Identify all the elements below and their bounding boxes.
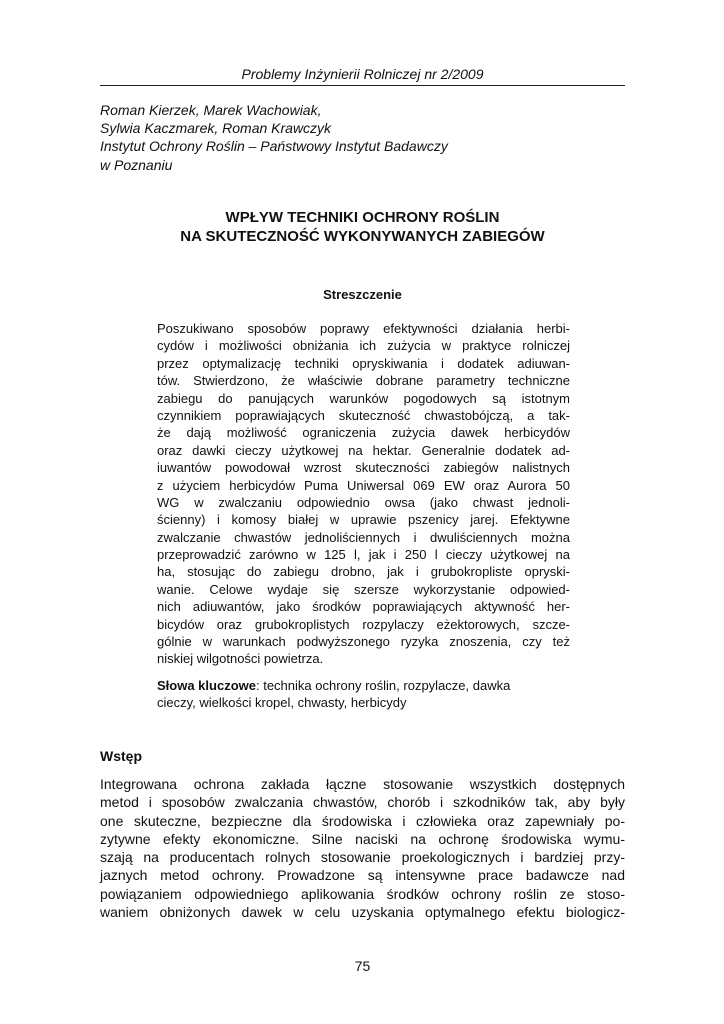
abstract-line: ścienny) i komosy białej w uprawie pszenicy jarej. Efektywne (157, 512, 570, 528)
keywords-line: cieczy, wielkości kropel, chwasty, herbicydy (157, 695, 407, 711)
body-line: zytywne efekty ekonomiczne. Silne naciski na ochronę środowiska wymu- (100, 830, 625, 847)
abstract-line: cydów i możliwości obniżania ich zużycia w praktyce rolniczej (157, 338, 570, 354)
abstract-body (157, 320, 570, 668)
intro-body (100, 775, 625, 921)
affiliation-line: Instytut Ochrony Roślin – Państwowy Instytut Badawczy (100, 138, 448, 155)
author-line: Sylwia Kaczmarek, Roman Krawczyk (100, 120, 332, 137)
abstract-line: że dają możliwość ograniczenia zużycia dawek herbicydów (157, 425, 570, 441)
keywords-block (157, 677, 570, 712)
paper-title (100, 208, 625, 246)
abstract-line: Poszukiwano sposobów poprawy efektywności działania herbi- (157, 321, 570, 336)
abstract-line: tów. Stwierdzono, że właściwie dobrane parametry techniczne (157, 373, 570, 389)
abstract-line: bicydów oraz grubokroplistych rozpylaczy eżektorowych, szcze- (157, 616, 570, 632)
abstract-line: przeprowadzić zarówno w 125 l, jak i 250 l cieczy użytkowej na (157, 547, 570, 563)
abstract-line: zabiegu do panujących warunków pogodowych są istotnym (157, 390, 570, 406)
abstract-line: iuwantów powodował wzrost skuteczności zabiegów nalistnych (157, 460, 570, 476)
abstract-line: ha, stosując do zabiegu drobno, jak i grubokropliste opryski- (157, 564, 570, 580)
abstract-line: czynnikiem poprawiających skuteczność chwastobójczą, a tak- (157, 407, 570, 423)
abstract-line: z użyciem herbicydów Puma Uniwersal 069 EW oraz Aurora 50 (157, 477, 570, 493)
body-line: one skuteczne, bezpieczne dla środowiska i człowieka oraz zapewniały po- (100, 812, 625, 829)
abstract-line: nich adiuwantów, jako środków poprawiających aktywność her- (157, 599, 570, 615)
body-line: powiązaniem odpowiedniego aplikowania środków ochrony roślin ze stoso- (100, 885, 625, 902)
abstract-heading: Streszczenie (323, 287, 402, 302)
author-line: Roman Kierzek, Marek Wachowiak, (100, 102, 322, 118)
keywords-text: : technika ochrony roślin, rozpylacze, dawka (255, 678, 511, 693)
abstract-line: niskiej wilgotności powietrza. (157, 651, 324, 667)
author-block (100, 101, 625, 174)
body-line: waniem obniżonych dawek w celu uzyskania optymalnego efektu biologicz- (100, 904, 625, 921)
title-line: WPŁYW TECHNIKI OCHRONY ROŚLIN (225, 209, 500, 226)
page-number: 75 (354, 958, 371, 974)
abstract-line: oraz dawki cieczy użytkowej na hektar. Generalnie dodatek ad- (157, 442, 570, 458)
title-line: NA SKUTECZNOŚĆ WYKONYWANYCH ZABIEGÓW (180, 228, 545, 245)
body-line: metod i sposobów zwalczania chwastów, chorób i szkodników tak, aby były (100, 794, 625, 811)
section-heading: Wstęp (100, 748, 142, 764)
running-header: Problemy Inżynierii Rolniczej nr 2/2009 (100, 66, 625, 86)
body-line: szają na producentach rolnych stosowanie proekologicznych i bardziej przy- (100, 849, 625, 866)
abstract-line: gólnie w warunkach podwyższonego ryzyka znoszenia, czy też (157, 634, 570, 650)
abstract-line: wanie. Celowe wydaje się szersze wykorzystanie odpowied- (157, 581, 570, 597)
abstract-line: przez optymalizację techniki opryskiwania i dodatek adiuwan- (157, 355, 570, 371)
body-line: jaznych metod ochrony. Prowadzone są intensywne prace badawcze nad (100, 867, 625, 884)
abstract-line: zwalczanie chwastów jednoliściennych i dwuliściennych można (157, 529, 570, 545)
body-line: Integrowana ochrona zakłada łączne stosowanie wszystkich dostępnych (100, 776, 625, 792)
keywords-label: Słowa kluczowe (157, 678, 256, 693)
abstract-line: WG w zwalczaniu odpowiednio owsa (jako chwast jednoli- (157, 494, 570, 510)
keywords-line (157, 677, 570, 694)
affiliation-line: w Poznaniu (100, 156, 173, 173)
